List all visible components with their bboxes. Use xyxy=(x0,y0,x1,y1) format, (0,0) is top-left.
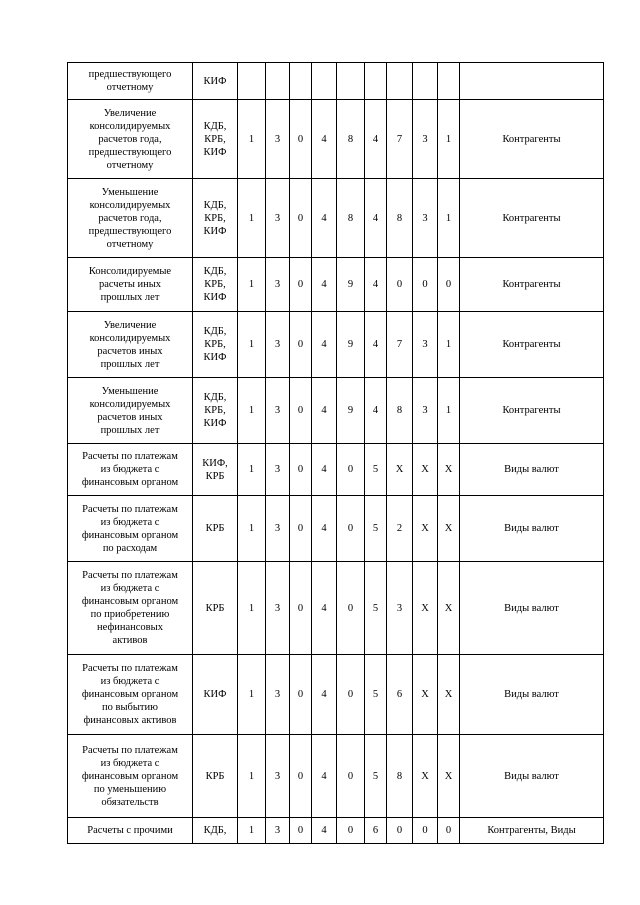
account-digit-cell: 8 xyxy=(387,735,413,818)
account-name-cell: Увеличение консолидируемых расчетов иных прошлых лет xyxy=(68,312,193,378)
account-digit-cell: X xyxy=(438,562,460,655)
account-name-cell: Расчеты с прочими xyxy=(68,818,193,844)
budget-type-cell: КДБ, КРБ, КИФ xyxy=(193,258,238,312)
budget-type-cell: КРБ xyxy=(193,735,238,818)
account-digit-cell: 5 xyxy=(365,444,387,496)
account-digit-cell: 0 xyxy=(337,655,365,735)
budget-type-cell: КДБ, КРБ, КИФ xyxy=(193,378,238,444)
budget-type-cell: КИФ xyxy=(193,63,238,100)
account-digit-cell: X xyxy=(438,496,460,562)
budget-type-cell: КДБ, КРБ, КИФ xyxy=(193,179,238,258)
account-digit-cell: 3 xyxy=(266,496,290,562)
account-digit-cell: X xyxy=(413,562,438,655)
analytics-cell: Контрагенты xyxy=(460,179,604,258)
analytics-cell: Контрагенты, Виды xyxy=(460,818,604,844)
account-digit-cell: X xyxy=(438,655,460,735)
account-digit-cell: 0 xyxy=(290,100,312,179)
account-digit-cell: 3 xyxy=(266,378,290,444)
account-name-cell: Увеличение консолидируемых расчетов года, предшествующего отчетному xyxy=(68,100,193,179)
account-digit-cell: 4 xyxy=(312,444,337,496)
budget-type-cell: КДБ, xyxy=(193,818,238,844)
account-digit-cell: 7 xyxy=(387,100,413,179)
account-digit-cell: 1 xyxy=(238,312,266,378)
account-digit-cell: 0 xyxy=(337,444,365,496)
budget-type-cell: КИФ, КРБ xyxy=(193,444,238,496)
account-digit-cell xyxy=(266,63,290,100)
account-digit-cell: 1 xyxy=(438,100,460,179)
table-row xyxy=(68,562,604,655)
account-digit-cell: 4 xyxy=(312,818,337,844)
analytics-cell: Виды валют xyxy=(460,735,604,818)
account-digit-cell: 1 xyxy=(238,735,266,818)
account-digit-cell: 4 xyxy=(365,258,387,312)
analytics-cell: Контрагенты xyxy=(460,258,604,312)
account-digit-cell: 4 xyxy=(365,179,387,258)
account-digit-cell: 0 xyxy=(290,444,312,496)
table-row xyxy=(68,496,604,562)
account-digit-cell: 6 xyxy=(365,818,387,844)
analytics-cell: Контрагенты xyxy=(460,378,604,444)
account-digit-cell: X xyxy=(438,444,460,496)
account-digit-cell: 3 xyxy=(413,312,438,378)
account-digit-cell: 1 xyxy=(438,378,460,444)
table-row xyxy=(68,655,604,735)
account-digit-cell: 4 xyxy=(312,258,337,312)
account-digit-cell: 0 xyxy=(337,562,365,655)
account-name-cell: Уменьшение консолидируемых расчетов года, предшествующего отчетному xyxy=(68,179,193,258)
table-row xyxy=(68,818,604,844)
account-digit-cell: 3 xyxy=(266,444,290,496)
account-digit-cell: 0 xyxy=(290,378,312,444)
account-digit-cell: 4 xyxy=(312,100,337,179)
account-digit-cell xyxy=(337,63,365,100)
account-digit-cell: 4 xyxy=(365,312,387,378)
table-row xyxy=(68,444,604,496)
account-digit-cell: 2 xyxy=(387,496,413,562)
table-row xyxy=(68,258,604,312)
account-digit-cell: 4 xyxy=(312,378,337,444)
account-name-cell: Расчеты по платежам из бюджета с финансовым органом по приобретению нефинансовых активов xyxy=(68,562,193,655)
account-name-cell: предшествующего отчетному xyxy=(68,63,193,100)
account-digit-cell: 4 xyxy=(312,179,337,258)
analytics-cell: Контрагенты xyxy=(460,100,604,179)
account-digit-cell: 0 xyxy=(290,735,312,818)
account-digit-cell: 0 xyxy=(387,258,413,312)
account-name-cell: Консолидируемые расчеты иных прошлых лет xyxy=(68,258,193,312)
account-digit-cell: X xyxy=(387,444,413,496)
account-digit-cell: 3 xyxy=(266,562,290,655)
account-digit-cell xyxy=(413,63,438,100)
budget-type-cell: КДБ, КРБ, КИФ xyxy=(193,312,238,378)
account-digit-cell: 8 xyxy=(337,179,365,258)
account-digit-cell xyxy=(438,63,460,100)
table-row xyxy=(68,378,604,444)
account-digit-cell: 0 xyxy=(413,818,438,844)
account-digit-cell: 8 xyxy=(387,378,413,444)
account-digit-cell: 5 xyxy=(365,735,387,818)
account-digit-cell: 5 xyxy=(365,655,387,735)
account-name-cell: Расчеты по платежам из бюджета с финансовым органом по уменьшению обязательств xyxy=(68,735,193,818)
account-digit-cell: 4 xyxy=(312,562,337,655)
table-row xyxy=(68,63,604,100)
account-digit-cell: 1 xyxy=(238,562,266,655)
account-digit-cell: 0 xyxy=(337,496,365,562)
account-digit-cell: 1 xyxy=(438,312,460,378)
account-digit-cell: 6 xyxy=(387,655,413,735)
account-digit-cell: 0 xyxy=(337,735,365,818)
analytics-cell: Виды валют xyxy=(460,562,604,655)
account-digit-cell: 1 xyxy=(438,179,460,258)
account-digit-cell xyxy=(238,63,266,100)
account-digit-cell: X xyxy=(413,655,438,735)
account-digit-cell: 4 xyxy=(365,378,387,444)
account-digit-cell: 8 xyxy=(337,100,365,179)
account-digit-cell: X xyxy=(438,735,460,818)
account-digit-cell: 4 xyxy=(312,496,337,562)
analytics-cell: Виды валют xyxy=(460,655,604,735)
analytics-cell: Виды валют xyxy=(460,496,604,562)
account-digit-cell: 3 xyxy=(266,735,290,818)
account-digit-cell: 0 xyxy=(290,818,312,844)
account-digit-cell: 0 xyxy=(290,258,312,312)
account-digit-cell: 4 xyxy=(312,735,337,818)
analytics-cell xyxy=(460,63,604,100)
table-row xyxy=(68,312,604,378)
account-name-cell: Уменьшение консолидируемых расчетов иных прошлых лет xyxy=(68,378,193,444)
budget-type-cell: КИФ xyxy=(193,655,238,735)
account-digit-cell: 7 xyxy=(387,312,413,378)
budget-type-cell: КРБ xyxy=(193,562,238,655)
table-row xyxy=(68,179,604,258)
account-digit-cell: 3 xyxy=(413,378,438,444)
account-digit-cell: 3 xyxy=(266,818,290,844)
account-digit-cell: 3 xyxy=(413,179,438,258)
account-digit-cell: 1 xyxy=(238,378,266,444)
account-digit-cell: 5 xyxy=(365,562,387,655)
account-digit-cell: 3 xyxy=(266,655,290,735)
account-digit-cell: 0 xyxy=(290,496,312,562)
account-digit-cell: 0 xyxy=(438,258,460,312)
budget-type-cell: КРБ xyxy=(193,496,238,562)
account-digit-cell: X xyxy=(413,496,438,562)
account-digit-cell: 0 xyxy=(438,818,460,844)
account-digit-cell: 8 xyxy=(387,179,413,258)
account-digit-cell: 3 xyxy=(266,179,290,258)
account-digit-cell: 4 xyxy=(312,655,337,735)
account-name-cell: Расчеты по платежам из бюджета с финансовым органом по выбытию финансовых активов xyxy=(68,655,193,735)
account-digit-cell: 3 xyxy=(413,100,438,179)
account-digit-cell: 0 xyxy=(290,312,312,378)
table-row xyxy=(68,100,604,179)
account-digit-cell: 0 xyxy=(337,818,365,844)
budget-type-cell: КДБ, КРБ, КИФ xyxy=(193,100,238,179)
account-digit-cell xyxy=(312,63,337,100)
account-digit-cell: 3 xyxy=(266,312,290,378)
account-digit-cell: 1 xyxy=(238,496,266,562)
account-digit-cell: 1 xyxy=(238,100,266,179)
account-digit-cell: 3 xyxy=(266,100,290,179)
account-digit-cell: 1 xyxy=(238,258,266,312)
account-digit-cell: 1 xyxy=(238,179,266,258)
account-digit-cell: 3 xyxy=(266,258,290,312)
account-digit-cell: 9 xyxy=(337,378,365,444)
analytics-cell: Контрагенты xyxy=(460,312,604,378)
account-digit-cell: 9 xyxy=(337,312,365,378)
account-digit-cell: 0 xyxy=(290,562,312,655)
account-digit-cell: X xyxy=(413,735,438,818)
account-digit-cell xyxy=(365,63,387,100)
account-digit-cell: 4 xyxy=(365,100,387,179)
account-digit-cell: 5 xyxy=(365,496,387,562)
account-name-cell: Расчеты по платежам из бюджета с финансовым органом xyxy=(68,444,193,496)
account-digit-cell: 0 xyxy=(413,258,438,312)
account-digit-cell: X xyxy=(413,444,438,496)
account-digit-cell: 0 xyxy=(387,818,413,844)
accounts-table xyxy=(67,62,604,844)
table-row xyxy=(68,735,604,818)
account-digit-cell: 4 xyxy=(312,312,337,378)
account-digit-cell: 0 xyxy=(290,655,312,735)
account-digit-cell: 0 xyxy=(290,179,312,258)
account-digit-cell: 1 xyxy=(238,655,266,735)
account-digit-cell: 9 xyxy=(337,258,365,312)
account-digit-cell: 1 xyxy=(238,818,266,844)
account-name-cell: Расчеты по платежам из бюджета с финансовым органом по расходам xyxy=(68,496,193,562)
account-digit-cell xyxy=(290,63,312,100)
account-digit-cell: 1 xyxy=(238,444,266,496)
account-digit-cell: 3 xyxy=(387,562,413,655)
account-digit-cell xyxy=(387,63,413,100)
analytics-cell: Виды валют xyxy=(460,444,604,496)
